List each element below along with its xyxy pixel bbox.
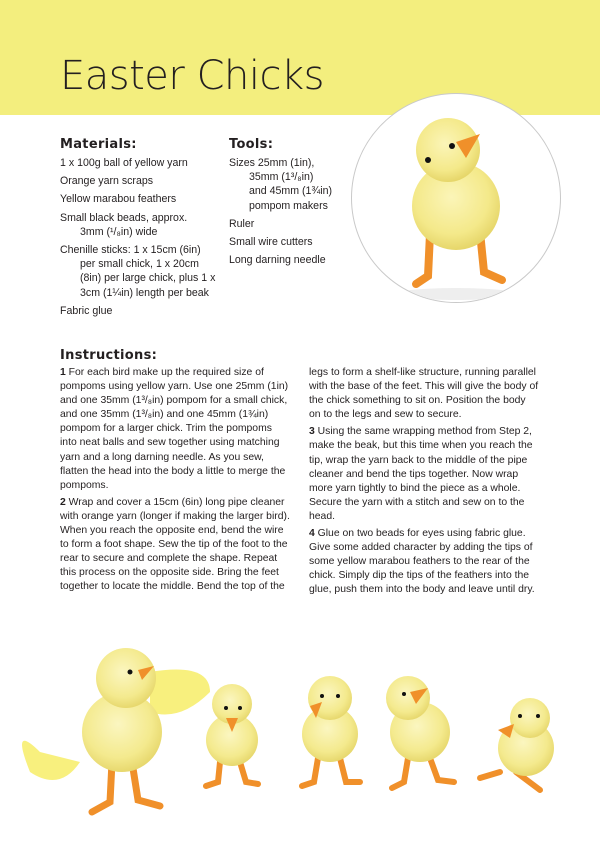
materials-item [60,156,230,170]
step-number: 1 [60,367,66,378]
materials-item-line: Orange yarn scraps [60,175,154,188]
page-title: Easter Chicks [60,53,324,99]
step-text: Wrap and cover a 15cm (6in) long pipe cleaner with orange yarn (longer if making the larger bird). When you reach the opposite end, bend the wire to form a foot shape. Sew the tip of the foot to the rear to secure and complete the shape. Repeat this process on the opposite side. Bring the feet together to locate the middle. Bend the top of the legs to form a shelf-like structure, running parallel with the base of the feet. This will give the body of the chick something to sit on. Position the body on to the legs and sew to secure. [60,367,539,593]
materials-item [60,304,230,318]
large-chick-illustration [352,94,560,302]
chick-small-4 [480,698,554,790]
chick-small-3 [386,676,454,788]
step-text: For each bird make up the required size of pompoms using yellow yarn. Use one 25mm (1in) and one 35mm (1³/₈in) pompom for a small chick, and one 35mm (1³/₈in) and one 45mm (1¾in) pompom for a larger chick. Trim the pompoms into neat balls and sew together using matching yarn and a long darning needle. As you sew, flatten the head into the body a little to merge the pompoms. [60,367,289,491]
tools-item [229,253,359,267]
chick-small-2 [302,676,360,786]
materials-item-line: per small chick, 1 x 20cm [80,258,199,271]
materials-item [60,192,230,206]
chicks-row-photo [0,622,600,846]
tools-item-line: Small wire cutters [229,236,313,249]
instruction-step [309,527,540,597]
instruction-step [309,425,540,524]
materials-item-line: (8in) per large chick, plus 1 x [80,272,216,285]
tools-item-line: Long darning needle [229,254,326,267]
tools-item [229,217,359,231]
instructions-heading: Instructions: [60,348,158,363]
step-text: Glue on two beads for eyes using fabric glue. Give some added character by adding the tips of some yellow marabou feathers to the rear of the chick. Simply dip the tips of the feathers into the glue, push them into the body and leave until dry. [309,528,535,596]
materials-item-line: 1 x 100g ball of yellow yarn [60,157,188,169]
instructions-body [60,366,540,598]
step-number: 4 [309,528,315,540]
tools-item-line: and 45mm (1¾in) [249,185,333,198]
chick-small-1 [206,684,258,786]
tools-heading: Tools: [229,137,274,152]
tools-item-line: Sizes 25mm (1in), [229,157,315,169]
step-number: 2 [60,496,66,508]
materials-item-line: 3cm (1¼in) length per beak [80,286,209,299]
tools-item-line: Ruler [229,217,255,230]
tools-item-line: 35mm (1³/₈in) [249,171,314,184]
materials-item-line: Chenille sticks: 1 x 15cm (6in) [60,244,201,257]
step-text: Using the same wrapping method from Step 2, make the beak, but this time when you reach the tip, wrap the yarn back to the middle of the pipe cleaner and bend the tips together. Now wrap more yarn tightly to bind the piece as a whole. Secure the yarn with a stitch and sew on to the head. [309,426,533,522]
materials-item-line: Small black beads, approx. [60,211,188,224]
materials-item [60,174,230,188]
chick-photo-circle [351,93,561,303]
materials-item-line: 3mm (¹/₈in) wide [80,225,158,238]
instruction-step [60,366,291,493]
tools-item [229,156,359,213]
materials-list [60,156,230,322]
step-number: 3 [309,426,315,438]
tools-item [229,235,359,249]
materials-item [60,211,230,239]
materials-heading: Materials: [60,137,137,152]
chick-large [22,648,210,812]
materials-item-line: Yellow marabou feathers [60,193,177,206]
materials-item [60,243,230,300]
tools-list [229,156,359,271]
tools-item-line: pompom makers [249,199,328,212]
materials-item-line: Fabric glue [60,304,113,317]
